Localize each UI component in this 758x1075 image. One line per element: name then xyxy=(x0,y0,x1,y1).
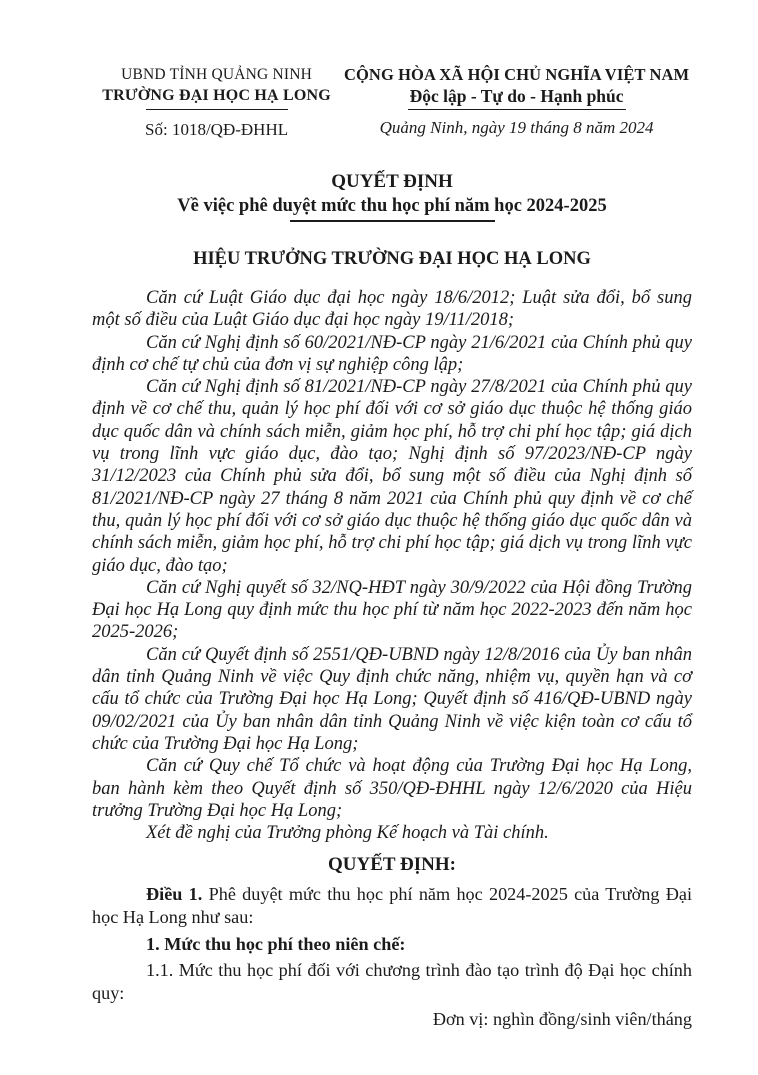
document-header xyxy=(92,64,692,141)
org-name: TRƯỜNG ĐẠI HỌC HẠ LONG xyxy=(102,87,331,104)
article-1-label: Điều 1. xyxy=(146,884,203,905)
national-title: CỘNG HÒA XÃ HỘI CHỦ NGHĨA VIỆT NAM xyxy=(343,65,690,84)
decision-heading: QUYẾT ĐỊNH: xyxy=(328,854,456,876)
doc-number: Số: 1018/QĐ-ĐHHL xyxy=(145,120,289,139)
preamble-section xyxy=(92,287,692,844)
article-1-text: Phê duyệt mức thu học phí năm học 2024-2025 của Trường Đại học Hạ Long như sau: xyxy=(92,884,693,928)
preamble-paragraph: Xét đề nghị của Trưởng phòng Kế hoạch và Tài chính. xyxy=(146,823,549,844)
doc-title: QUYẾT ĐỊNH xyxy=(331,171,453,192)
national-motto-wrap xyxy=(341,85,692,110)
unit-note: Đơn vị: nghìn đồng/sinh viên/tháng xyxy=(432,1009,692,1030)
doc-subject: Về việc phê duyệt mức thu học phí năm học 2024-2025 xyxy=(177,196,607,216)
preamble-paragraph: Căn cứ Quy chế Tổ chức và hoạt động của Trường Đại học Hạ Long, ban hành kèm theo Quyết định số 350/QĐ-ĐHHL ngày 12/6/2020 của Hiệu trưởng Trường Đại học Hạ Long; xyxy=(92,756,692,821)
preamble-paragraph: Căn cứ Nghị định số 81/2021/NĐ-CP ngày 27/8/2021 của Chính phủ quy định về cơ chế thu, quản lý học phí đối với cơ sở giáo dục thuộc hệ thống giáo dục quốc dân và chính sách miễn, giảm học phí, hỗ trợ chi phí học tập; giá dịch vụ trong lĩnh vực giáo dục, đào tạo; Nghị định số 97/2023/NĐ-CP ngày 31/12/2023 của Chính phủ sửa đổi, bổ sung một số điều của Nghị định số 81/2021/NĐ-CP ngày 27 tháng 8 năm 2021 của Chính phủ quy định về cơ chế thu, quản lý học phí đối với cơ sở giáo dục thuộc hệ thống giáo dục quốc dân và chính sách miễn, giảm học phí, hỗ trợ chi phí học tập; giá dịch vụ trong lĩnh vực giáo dục, đào tạo; xyxy=(92,377,692,576)
place-dateline: Quảng Ninh, ngày 19 tháng 8 năm 2024 xyxy=(379,118,654,137)
preamble-paragraph: Căn cứ Nghị định số 60/2021/NĐ-CP ngày 21/6/2021 của Chính phủ quy định cơ chế tự chủ của đơn vị sự nghiệp công lập; xyxy=(92,332,692,375)
decision-body xyxy=(92,883,692,1031)
section-1-heading: 1. Mức thu học phí theo niên chế: xyxy=(146,933,406,954)
org-underline xyxy=(146,109,288,110)
section-1-1-text: 1.1. Mức thu học phí đối với chương trình đào tạo trình độ Đại học chính quy: xyxy=(92,960,692,1003)
preamble-paragraph: Căn cứ Quyết định số 2551/QĐ-UBND ngày 12/8/2016 của Ủy ban nhân dân tỉnh Quảng Ninh về việc Quy định chức năng, nhiệm vụ, quyền hạn và cơ cấu tổ chức của Trường Đại học Hạ Long; Quyết định số 416/QĐ-UBND ngày 09/02/2021 của Ủy ban nhân dân tỉnh Quảng Ninh về việc kiện toàn cơ cấu tổ chức của Trường Đại học Hạ Long; xyxy=(92,644,692,754)
subject-underline xyxy=(290,220,495,222)
article-1 xyxy=(92,883,692,928)
preamble-paragraph: Căn cứ Nghị quyết số 32/NQ-HĐT ngày 30/9/2022 của Hội đồng Trường Đại học Hạ Long quy định mức thu học phí từ năm học 2022-2023 đến năm học 2025-2026; xyxy=(92,577,692,643)
authority-title: HIỆU TRƯỞNG TRƯỜNG ĐẠI HỌC HẠ LONG xyxy=(193,249,591,269)
national-motto: Độc lập - Tự do - Hạnh phúc xyxy=(408,85,626,110)
issuing-org-block xyxy=(92,64,341,141)
org-parent-name: UBND TỈNH QUẢNG NINH xyxy=(121,66,313,83)
preamble-paragraph: Căn cứ Luật Giáo dục đại học ngày 18/6/2012; Luật sửa đổi, bổ sung một số điều của Luật Giáo dục đại học ngày 19/11/2018; xyxy=(92,288,692,331)
national-header-block xyxy=(341,64,692,139)
